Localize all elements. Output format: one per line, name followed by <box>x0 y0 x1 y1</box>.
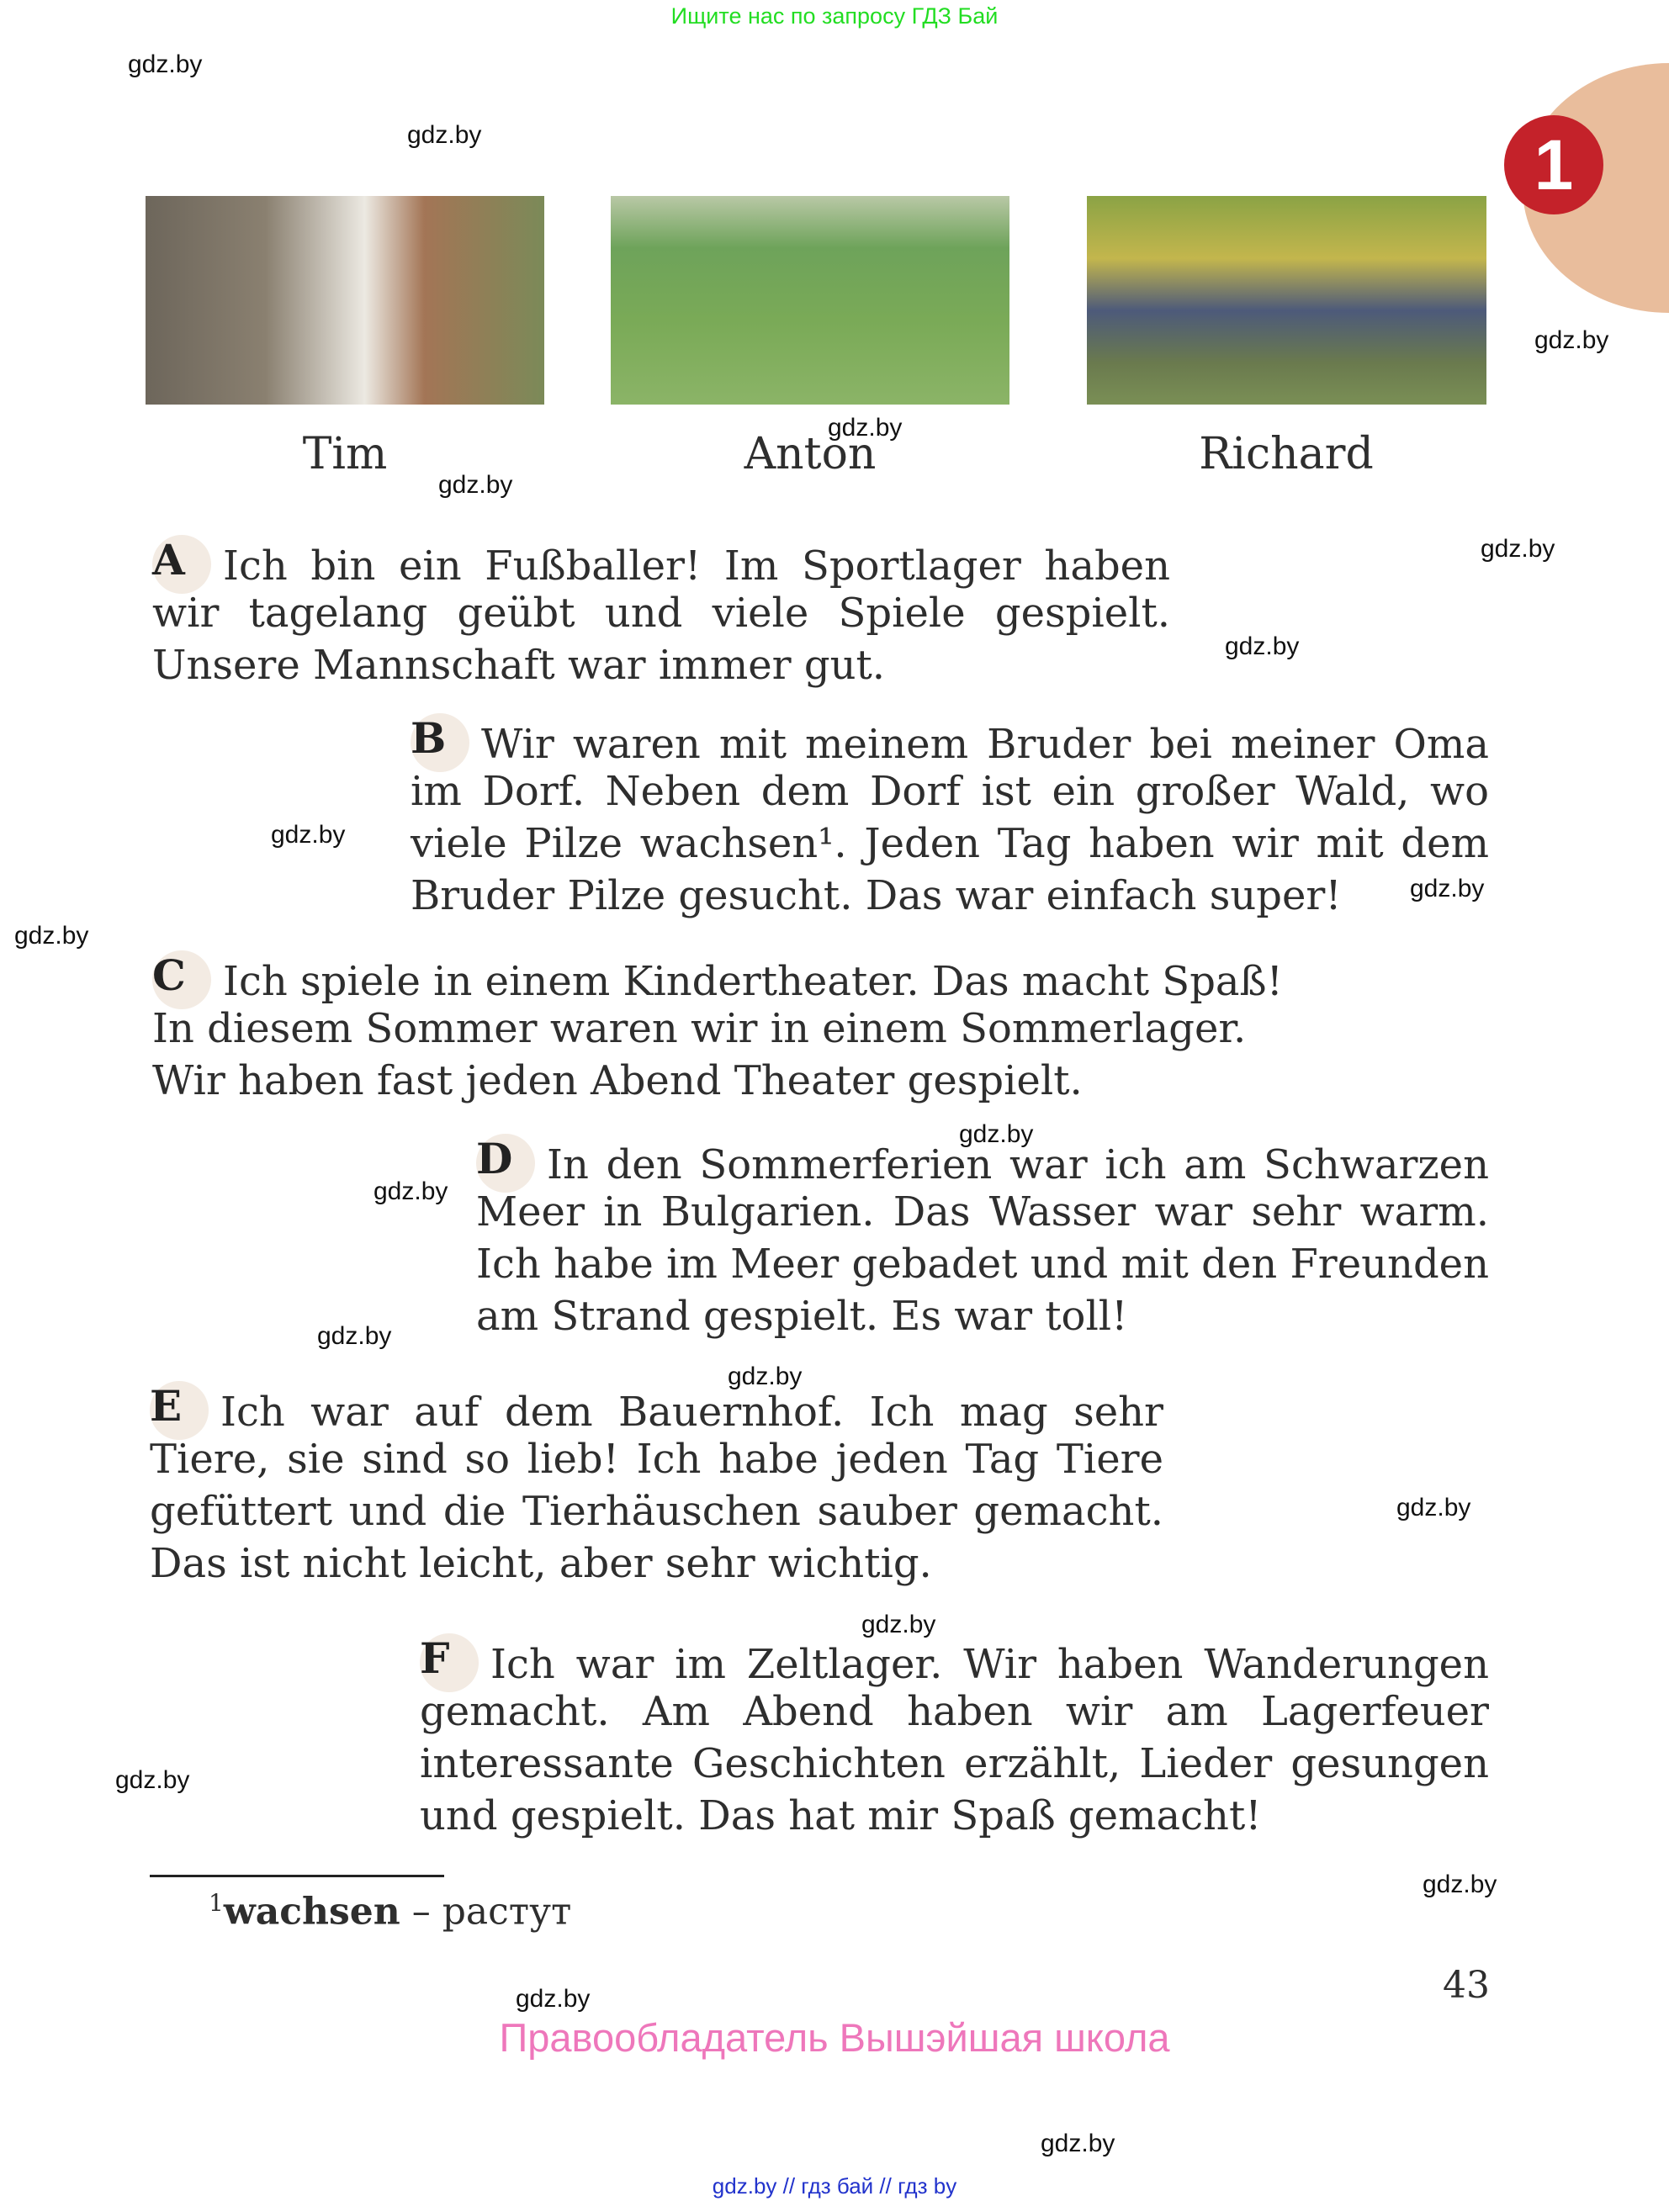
photo-richard-campfire <box>1087 196 1486 405</box>
paragraph-f <box>420 1633 1489 1842</box>
letter-badge: D <box>476 1134 535 1193</box>
paragraph-a <box>152 535 1170 691</box>
watermark: gdz.by <box>271 821 346 849</box>
photo-anton-football <box>611 196 1009 405</box>
watermark: gdz.by <box>1225 632 1300 660</box>
text-line: und gespielt. Das hat mir Spaß gemacht! <box>420 1792 1262 1839</box>
watermark: gdz.by <box>115 1766 190 1794</box>
text-line <box>152 950 1330 1003</box>
paragraph-e <box>150 1381 1163 1590</box>
text-line: viele Pilze wachsen¹. Jeden Tag haben wir mit dem <box>411 820 1489 867</box>
watermark: gdz.by <box>828 414 903 442</box>
watermark: gdz.by <box>374 1177 448 1205</box>
text-line: Unsere Mannschaft war immer gut. <box>152 642 886 689</box>
text-line: Tiere, sie sind so lieb! Ich habe jeden Tag Tiere <box>150 1436 1163 1483</box>
line-text: Ich bin ein Fußballer! Im Sportlager haben <box>223 542 1170 590</box>
watermark: gdz.by <box>1041 2130 1115 2157</box>
line-text: Ich spiele in einem Kindertheater. Das macht Spaß! <box>223 958 1283 1005</box>
watermark: gdz.by <box>1396 1494 1471 1521</box>
text-line: Ich habe im Meer gebadet und mit den Freunden <box>476 1241 1489 1288</box>
letter-badge: B <box>411 713 469 772</box>
text-line: gefüttert und die Tierhäuschen sauber gemacht. <box>150 1488 1163 1535</box>
page-number: 43 <box>1443 1964 1490 2007</box>
unit-number-badge: 1 <box>1504 115 1603 214</box>
footnote-word: wachsen <box>223 1890 400 1934</box>
letter-badge: A <box>152 535 211 594</box>
letter-badge: E <box>150 1381 209 1440</box>
text-line: In diesem Sommer waren wir in einem Sommerlager. <box>152 1005 1247 1052</box>
text-line <box>152 535 1170 590</box>
footnote-divider <box>150 1875 444 1877</box>
paragraph-d <box>476 1134 1489 1342</box>
line-text: Ich war auf dem Bauernhof. Ich mag sehr <box>220 1389 1163 1436</box>
watermark: gdz.by <box>317 1322 392 1350</box>
line-text: Wir waren mit meinem Bruder bei meiner Oma <box>481 721 1489 768</box>
line-text: In den Sommerferien war ich am Schwarzen <box>547 1141 1489 1188</box>
watermark: gdz.by <box>438 471 513 499</box>
watermark: gdz.by <box>959 1120 1034 1148</box>
line-text: Ich war im Zeltlager. Wir haben Wanderungen <box>490 1641 1489 1688</box>
letter-badge: F <box>420 1633 479 1692</box>
letter-badge: C <box>152 950 211 1009</box>
text-line: Bruder Pilze gesucht. Das war einfach super! <box>411 872 1342 919</box>
paragraph-b <box>411 713 1489 922</box>
text-line <box>420 1633 1489 1688</box>
watermark: gdz.by <box>128 50 203 78</box>
photo-caption-anton: Anton <box>744 429 877 479</box>
bottom-links[interactable]: gdz.by // гдз бай // гдз by <box>712 2173 957 2199</box>
text-line: Wir haben fast jeden Abend Theater gespielt. <box>152 1057 1083 1104</box>
footnote-translation: – растут <box>400 1890 572 1934</box>
watermark: gdz.by <box>14 922 89 950</box>
footnote <box>209 1889 571 1934</box>
text-line: am Strand gespielt. Es war toll! <box>476 1293 1128 1340</box>
paragraph-c <box>152 950 1330 1107</box>
watermark: gdz.by <box>1481 535 1555 563</box>
watermark: gdz.by <box>407 121 482 149</box>
watermark: gdz.by <box>861 1611 936 1638</box>
watermark: gdz.by <box>1423 1871 1497 1898</box>
text-line: im Dorf. Neben dem Dorf ist ein großer Wald, wo <box>411 768 1489 815</box>
photo-caption-richard: Richard <box>1199 429 1374 479</box>
photo-tim-goats <box>146 196 544 405</box>
watermark: gdz.by <box>1410 875 1485 902</box>
copyright-notice: Правообладатель Вышэйшая школа <box>499 2015 1170 2060</box>
text-line: wir tagelang geübt und viele Spiele gespielt. <box>152 590 1170 637</box>
watermark: gdz.by <box>516 1985 591 2013</box>
footnote-mark: 1 <box>209 1889 224 1917</box>
search-hint: Ищите нас по запросу ГДЗ Бай <box>670 3 999 29</box>
photo-caption-tim: Tim <box>302 429 388 479</box>
text-line: interessante Geschichten erzählt, Lieder gesungen <box>420 1740 1489 1787</box>
watermark: gdz.by <box>728 1363 803 1390</box>
text-line: Meer in Bulgarien. Das Wasser war sehr warm. <box>476 1188 1489 1236</box>
text-line <box>411 713 1489 768</box>
watermark: gdz.by <box>1534 326 1609 354</box>
text-line: Das ist nicht leicht, aber sehr wichtig. <box>150 1540 932 1587</box>
text-line <box>150 1381 1163 1436</box>
text-line: gemacht. Am Abend haben wir am Lagerfeuer <box>420 1688 1489 1735</box>
